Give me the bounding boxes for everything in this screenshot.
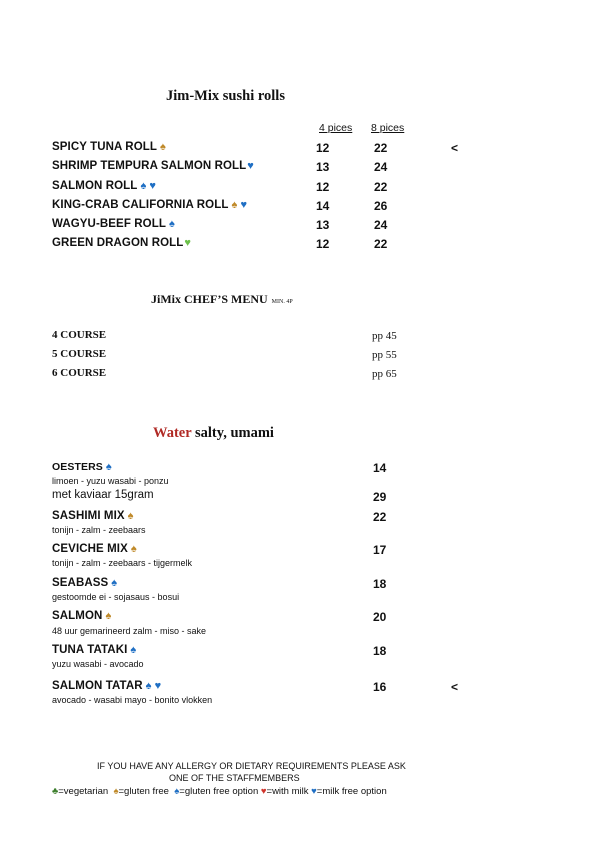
water-item-name: SALMON xyxy=(52,610,103,622)
water-item-desc: gestoomde ei - sojasaus - bosui xyxy=(52,592,180,602)
sushi-price-8: 24 xyxy=(374,218,388,232)
legend-label: =vegetarian xyxy=(58,786,109,797)
sushi-item-name: SALMON ROLL xyxy=(52,180,138,192)
allergy-notice-line1: IF YOU HAVE ANY ALLERGY OR DIETARY REQUIREMENTS PLEASE ASK xyxy=(97,761,406,771)
course-price: pp 45 xyxy=(372,330,397,342)
gluten-free-option-icon: ♠ xyxy=(174,786,180,797)
sushi-price-4: 13 xyxy=(316,218,330,232)
vegetarian-icon: ♣ xyxy=(52,786,59,797)
water-item-desc: tonijn - zalm - zeebaars - tijgermelk xyxy=(52,558,193,568)
water-item-price: 17 xyxy=(373,543,387,557)
water-item-name: SALMON TATAR xyxy=(52,680,143,692)
gluten-free-option-icon: ♠ xyxy=(111,577,118,589)
sushi-item-name: WAGYU-BEEF ROLL xyxy=(52,218,166,230)
sushi-item-name: SPICY TUNA ROLL xyxy=(52,141,158,153)
arrow-marker: < xyxy=(451,680,459,694)
course-price: pp 55 xyxy=(372,349,397,361)
gluten-free-icon: ♠ xyxy=(105,610,112,622)
col-header-4-pieces: 4 pices xyxy=(319,122,353,134)
sushi-row xyxy=(52,160,254,172)
water-item-name: met kaviaar 15gram xyxy=(52,489,154,501)
milk-free-icon: ♥ xyxy=(247,160,254,172)
water-item xyxy=(52,610,111,622)
water-item-price: 16 xyxy=(373,680,387,694)
chef-min-note: MIN. 4P xyxy=(271,299,293,305)
water-item-price: 14 xyxy=(373,461,387,475)
arrow-marker: < xyxy=(451,141,459,155)
col-header-8-pieces: 8 pices xyxy=(371,122,405,134)
milk-free-icon: ♥ xyxy=(240,199,248,211)
gluten-free-icon: ♠ xyxy=(127,510,134,522)
sushi-price-4: 12 xyxy=(316,180,330,194)
legend xyxy=(52,786,387,797)
sushi-price-8: 24 xyxy=(374,160,388,174)
water-item-name: TUNA TATAKI xyxy=(52,644,128,656)
sushi-price-8: 26 xyxy=(374,199,388,213)
water-item-name: SASHIMI MIX xyxy=(52,510,125,522)
milk-free-icon: ♥ xyxy=(154,680,162,692)
sushi-price-4: 13 xyxy=(316,160,330,174)
course-name: 4 COURSE xyxy=(52,329,107,341)
water-item-desc: 48 uur gemarineerd zalm - miso - sake xyxy=(52,626,207,636)
sushi-row xyxy=(52,218,175,230)
sushi-item-name: KING-CRAB CALIFORNIA ROLL xyxy=(52,199,229,211)
chef-section-title xyxy=(151,290,293,308)
legend-label: =with milk xyxy=(266,786,309,797)
water-item xyxy=(52,680,161,692)
water-item-name: OESTERS xyxy=(52,461,103,473)
water-item-desc: tonijn - zalm - zeebaars xyxy=(52,525,146,535)
with-milk-icon: ♥ xyxy=(260,786,267,797)
gluten-free-icon: ♠ xyxy=(231,199,238,211)
water-section-title xyxy=(153,425,274,442)
gluten-free-option-icon: ♠ xyxy=(168,218,175,230)
water-title-rest: salty, umami xyxy=(191,425,274,441)
water-item-price: 29 xyxy=(373,490,387,504)
course-name: 6 COURSE xyxy=(52,367,107,379)
gluten-free-icon: ♠ xyxy=(160,141,166,153)
legend-label: =milk free option xyxy=(316,786,387,797)
water-item xyxy=(52,510,134,522)
water-title-accent: Water xyxy=(153,425,192,441)
course-name: 5 COURSE xyxy=(52,348,107,360)
sushi-row xyxy=(52,141,166,153)
water-item xyxy=(52,577,117,589)
water-item-price: 18 xyxy=(373,577,387,591)
water-item-price: 20 xyxy=(373,610,387,624)
gluten-free-option-icon: ♠ xyxy=(130,644,137,656)
gluten-free-option-icon: ♠ xyxy=(105,461,112,473)
with-milk-icon: ♥ xyxy=(184,237,192,249)
allergy-notice-line2: ONE OF THE STAFFMEMBERS xyxy=(169,773,300,783)
sushi-row xyxy=(52,237,191,249)
legend-label: =gluten free option xyxy=(179,786,259,797)
water-item-desc: limoen - yuzu wasabi - ponzu xyxy=(52,476,169,486)
sushi-price-8: 22 xyxy=(374,141,388,155)
chef-title: JiMix CHEF’S MENU xyxy=(151,292,268,306)
water-item-name: SEABASS xyxy=(52,577,109,589)
sushi-price-4: 12 xyxy=(316,237,330,251)
sushi-row xyxy=(52,199,247,211)
water-item xyxy=(52,461,112,473)
water-item-price: 22 xyxy=(373,510,387,524)
water-item-price: 18 xyxy=(373,644,387,658)
water-item-name: CEVICHE MIX xyxy=(52,543,128,555)
sushi-price-4: 14 xyxy=(316,199,330,213)
legend-label: =gluten free xyxy=(118,786,169,797)
milk-free-icon: ♥ xyxy=(311,786,317,797)
sushi-price-8: 22 xyxy=(374,237,388,251)
water-item xyxy=(52,543,137,555)
sushi-item-name: SHRIMP TEMPURA SALMON ROLL xyxy=(52,160,247,172)
sushi-section-title: Jim-Mix sushi rolls xyxy=(166,88,285,104)
milk-free-icon: ♥ xyxy=(149,180,157,192)
sushi-item-name: GREEN DRAGON ROLL xyxy=(52,237,184,249)
sushi-row xyxy=(52,180,156,192)
water-item-desc: avocado - wasabi mayo - bonito vlokken xyxy=(52,695,213,705)
water-item xyxy=(52,644,136,656)
gluten-free-icon: ♠ xyxy=(130,543,137,555)
water-item-desc: yuzu wasabi - avocado xyxy=(52,659,144,669)
sushi-price-8: 22 xyxy=(374,180,388,194)
gluten-free-option-icon: ♠ xyxy=(145,680,152,692)
sushi-price-4: 12 xyxy=(316,141,330,155)
course-price: pp 65 xyxy=(372,368,397,380)
gluten-free-icon: ♠ xyxy=(113,786,119,797)
gluten-free-option-icon: ♠ xyxy=(140,180,147,192)
